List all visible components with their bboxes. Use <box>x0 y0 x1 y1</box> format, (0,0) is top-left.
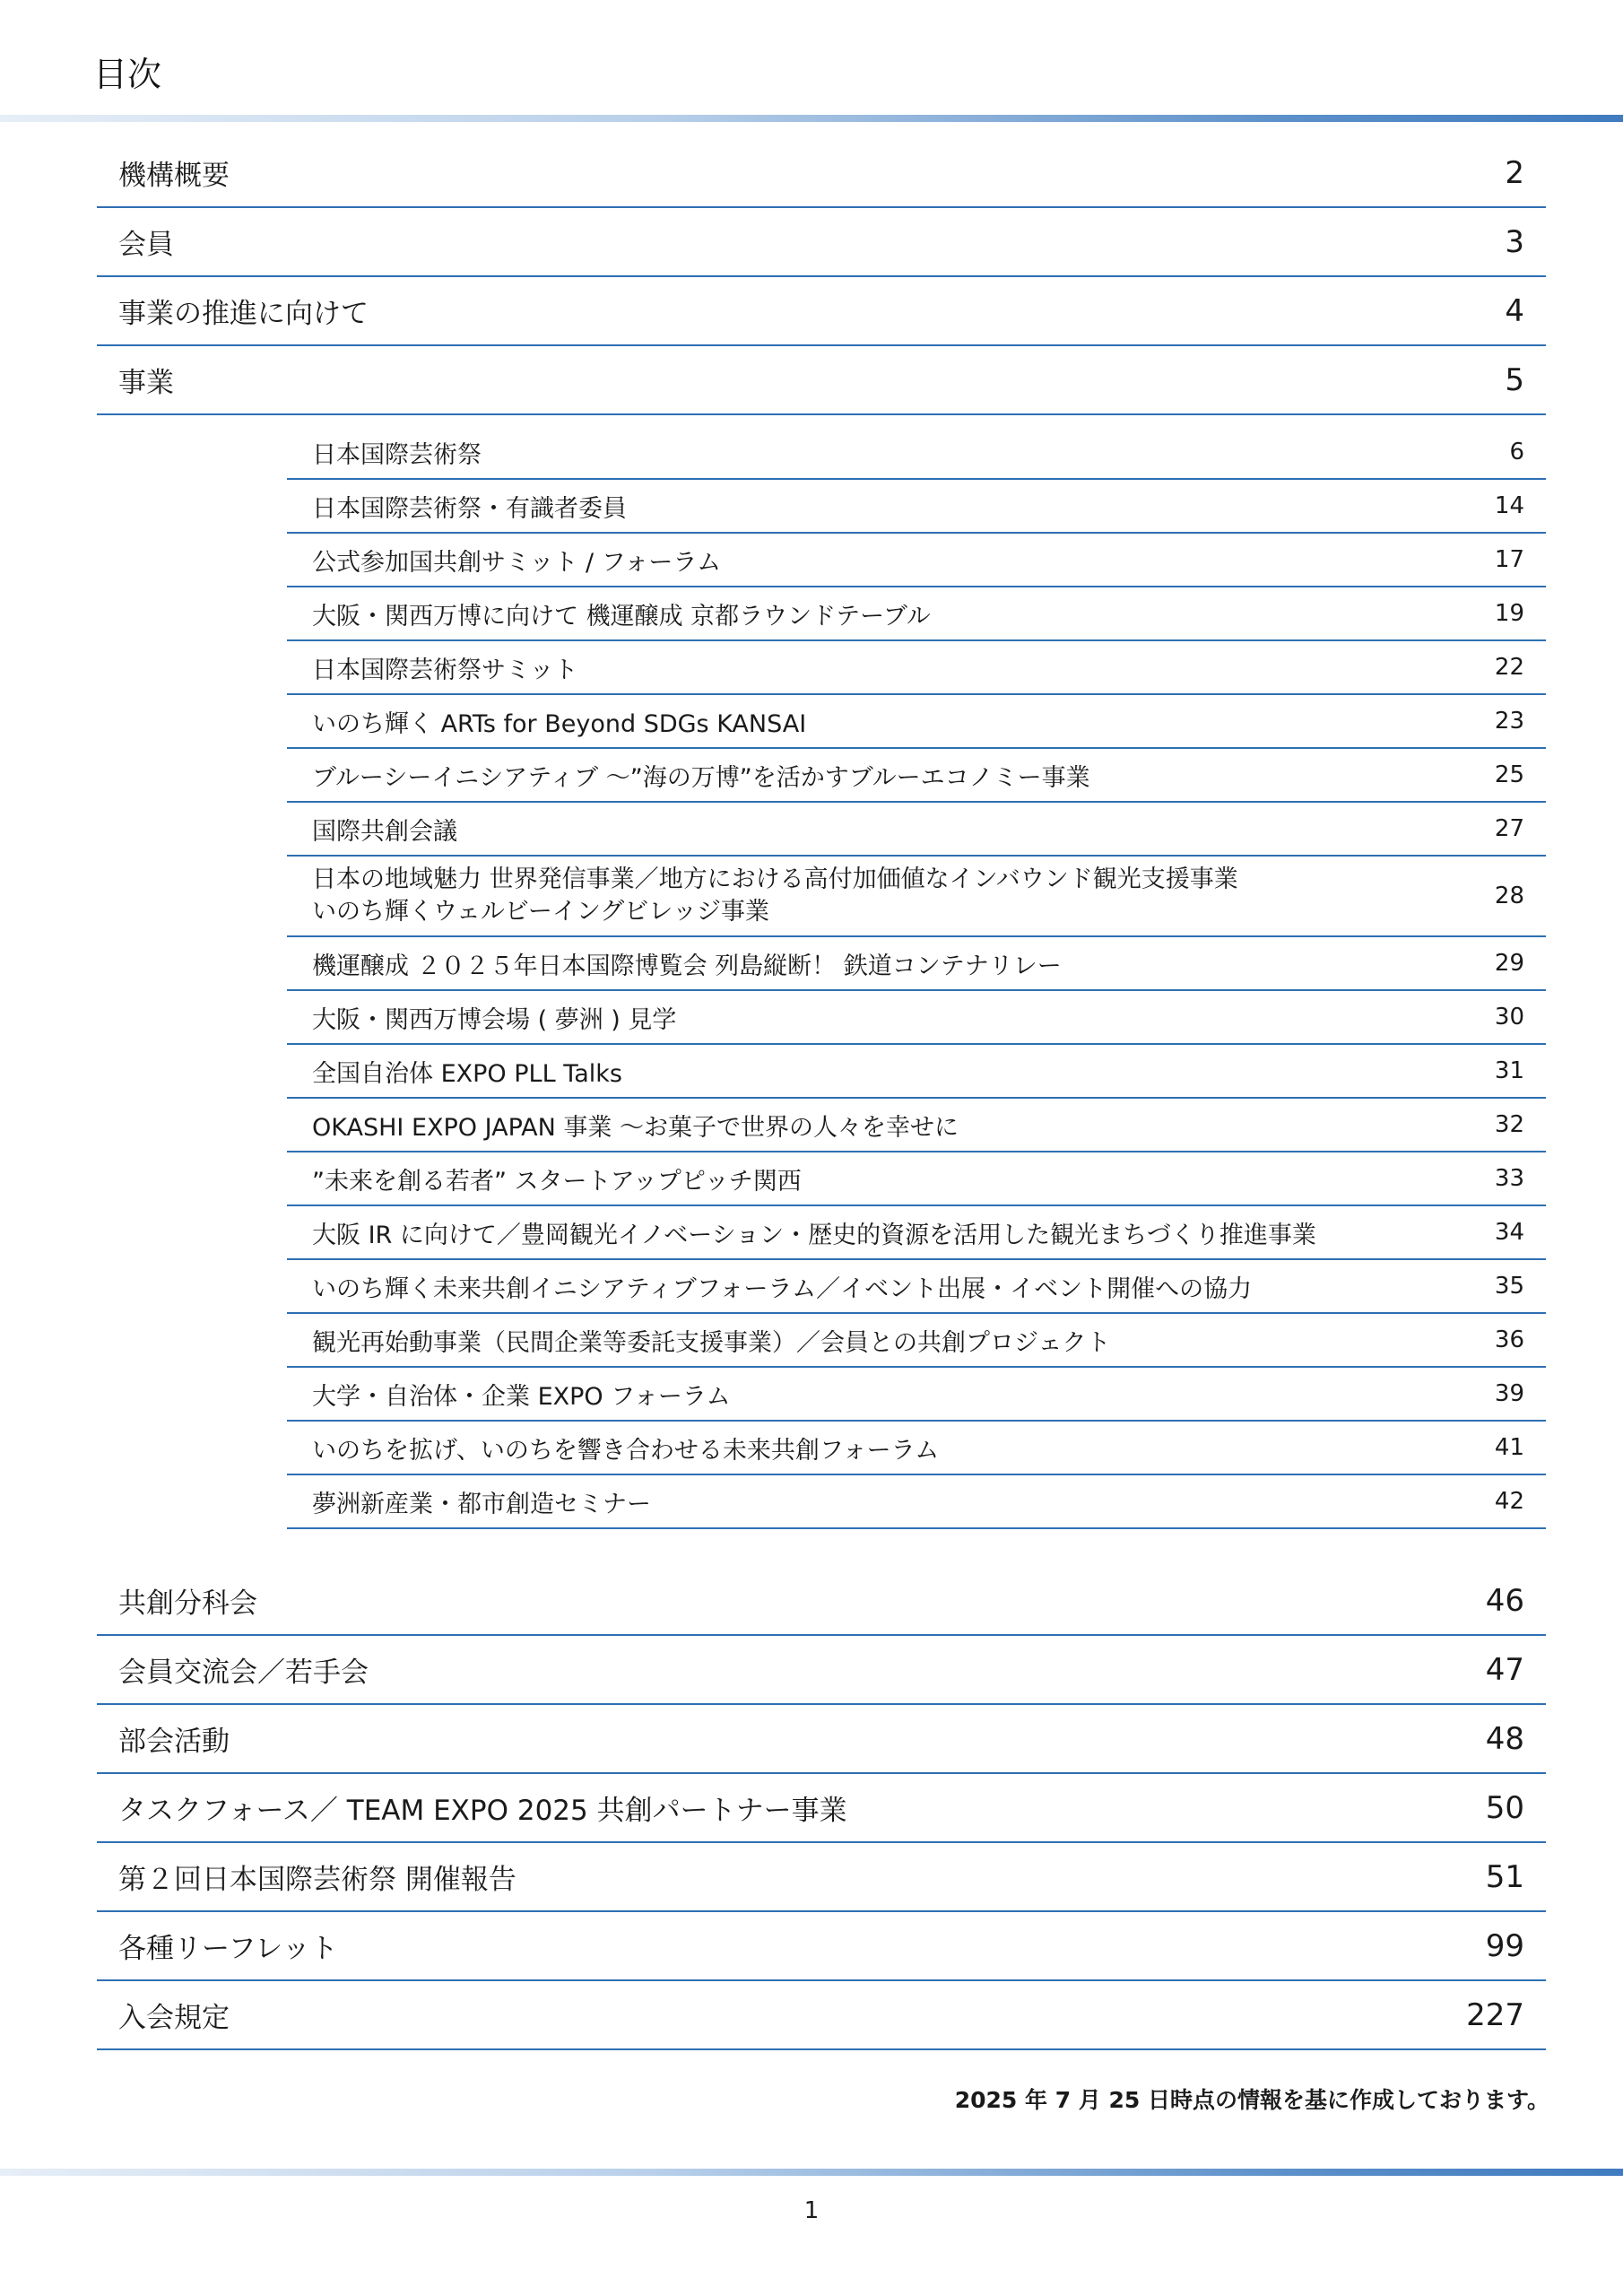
toc-sub-entry-page: 6 <box>1509 439 1524 465</box>
toc-sub-entry[interactable] <box>287 1206 1546 1260</box>
toc-entry-label: 事業 <box>118 367 174 399</box>
toc-entry-page: 99 <box>1485 1927 1524 1964</box>
toc-sub-entry-page: 34 <box>1494 1219 1524 1246</box>
toc-sub-entry-label: 全国自治体 EXPO PLL Talks <box>312 1059 622 1088</box>
toc-entry-page: 46 <box>1485 1582 1524 1619</box>
toc-entry-page: 50 <box>1485 1789 1524 1826</box>
toc-entry[interactable] <box>97 1843 1546 1912</box>
toc-sub-entry[interactable] <box>287 991 1546 1045</box>
toc-sub-entry[interactable] <box>287 1368 1546 1422</box>
toc-entry[interactable] <box>97 1774 1546 1843</box>
toc-sub-entry-page: 17 <box>1494 546 1524 573</box>
toc-sub-entry-label: 日本国際芸術祭・有識者委員 <box>312 494 627 523</box>
toc-sub-entry-label: いのち輝く未来共創イニシアティブフォーラム／イベント出展・イベント開催への協力 <box>312 1274 1253 1303</box>
toc-sub-entry[interactable] <box>287 534 1546 587</box>
toc-sub-entry[interactable] <box>287 426 1546 480</box>
toc-sub-entry-page: 28 <box>1494 883 1524 909</box>
toc-entry-label: 事業の推進に向けて <box>118 298 369 330</box>
toc-sub-entry[interactable] <box>287 587 1546 641</box>
toc-sub-entry[interactable] <box>287 1260 1546 1314</box>
toc-entry-label: タスクフォース／ TEAM EXPO 2025 共創パートナー事業 <box>118 1795 847 1827</box>
toc-sub-entry-label <box>312 864 1495 928</box>
toc-sub-entry-label: 日本国際芸術祭サミット <box>312 656 578 684</box>
toc-sub-entry-label: 国際共創会議 <box>312 817 457 846</box>
toc-entry[interactable] <box>97 139 1546 208</box>
toc-sub-entry-label: OKASHI EXPO JAPAN 事業 ～お菓子で世界の人々を幸せに <box>312 1113 959 1142</box>
toc-sub-entry-label: ”未来を創る若者” スタートアップピッチ関西 <box>312 1167 802 1196</box>
toc-sub-entry-label: 大阪・関西万博会場 ( 夢洲 ) 見学 <box>312 1005 677 1034</box>
data-as-of-note: 2025 年 7 月 25 日時点の情報を基に作成しております。 <box>954 2087 1549 2113</box>
toc-sub-entry-page: 41 <box>1494 1434 1524 1461</box>
toc-sub-entry-page: 14 <box>1494 492 1524 519</box>
toc-sub-entry-label: 大学・自治体・企業 EXPO フォーラム <box>312 1382 731 1411</box>
toc-sub-entry-label: 日本国際芸術祭 <box>312 440 482 469</box>
toc-entry-page: 5 <box>1505 361 1524 398</box>
toc-sub-entry-page: 42 <box>1494 1488 1524 1515</box>
toc-sub-entry-page: 33 <box>1494 1165 1524 1192</box>
toc-entry-label: 会員交流会／若手会 <box>118 1657 369 1689</box>
toc-entry[interactable] <box>97 1912 1546 1981</box>
toc-entry-label: 第２回日本国際芸術祭 開催報告 <box>118 1864 516 1896</box>
toc-sub-entry-label: 大阪 IR に向けて／豊岡観光イノベーション・歴史的資源を活用した観光まちづくり推進事業 <box>312 1221 1316 1249</box>
toc-sub-entry-page: 25 <box>1494 761 1524 788</box>
toc-entry-page: 227 <box>1466 1996 1524 2033</box>
toc-sub-entry-line-2: いのち輝くウェルビーイングビレッジ事業 <box>312 898 770 926</box>
toc-sub-entry-page: 23 <box>1494 708 1524 735</box>
toc-sub-entry[interactable] <box>287 1314 1546 1368</box>
toc-entry-label: 会員 <box>118 229 174 261</box>
toc-sub-entry-page: 29 <box>1494 950 1524 977</box>
toc-sub-entry-page: 36 <box>1494 1326 1524 1353</box>
toc-sub-entry[interactable] <box>287 803 1546 857</box>
toc-sub-entry-line-1: 日本の地域魅力 世界発信事業／地方における高付加価値なインバウンド観光支援事業 <box>312 865 1238 893</box>
toc-entry-page: 48 <box>1485 1720 1524 1757</box>
toc-sub-entry-label: ブルーシーイニシアティブ ～”海の万博”を活かすブルーエコノミー事業 <box>312 763 1090 792</box>
toc-sub-entry[interactable] <box>287 1099 1546 1152</box>
toc-sub-entry[interactable] <box>287 695 1546 749</box>
toc-sub-entry-page: 31 <box>1494 1057 1524 1084</box>
toc-entry-page: 4 <box>1505 292 1524 329</box>
toc-entry[interactable] <box>97 208 1546 277</box>
toc-sub-entry-page: 32 <box>1494 1111 1524 1138</box>
toc-entry-page: 3 <box>1505 223 1524 260</box>
toc-sub-entry-label: 機運醸成 ２０２５年日本国際博覧会 列島縦断！ 鉄道コンテナリレー <box>312 952 1062 980</box>
toc-entry[interactable] <box>97 346 1546 415</box>
toc-entry-label: 機構概要 <box>118 160 230 192</box>
toc-sub-entry[interactable] <box>287 749 1546 803</box>
toc-sub-entry[interactable] <box>287 1422 1546 1475</box>
toc-sub-entry[interactable] <box>287 857 1546 937</box>
toc-sub-entry-label: 夢洲新産業・都市創造セミナー <box>312 1490 651 1518</box>
toc-sub-entry-label: いのち輝く ARTs for Beyond SDGs KANSAI <box>312 709 807 738</box>
header-rule <box>0 115 1623 122</box>
toc-sub-entry-label: いのちを拡げ、いのちを響き合わせる未来共創フォーラム <box>312 1436 940 1465</box>
footer-rule <box>0 2169 1623 2176</box>
toc-entry-label: 各種リーフレット <box>118 1933 338 1965</box>
toc-entry-label: 共創分科会 <box>118 1587 257 1620</box>
toc-entry[interactable] <box>97 277 1546 346</box>
toc-entry[interactable] <box>97 1705 1546 1774</box>
toc-entry[interactable] <box>97 1567 1546 1636</box>
toc-sub-entry-label: 公式参加国共創サミット / フォーラム <box>312 548 722 577</box>
toc-sub-entry-page: 35 <box>1494 1273 1524 1300</box>
page-number: 1 <box>803 2197 820 2224</box>
toc-sub-entry-label: 観光再始動事業（民間企業等委託支援事業）／会員との共創プロジェクト <box>312 1328 1111 1357</box>
toc-sub-entry[interactable] <box>287 480 1546 534</box>
toc-entry-page: 47 <box>1485 1651 1524 1688</box>
toc-sub-entry[interactable] <box>287 1152 1546 1206</box>
toc-sub-entry-page: 39 <box>1494 1380 1524 1407</box>
toc-sub-entry[interactable] <box>287 1045 1546 1099</box>
toc-entry-label: 部会活動 <box>118 1726 230 1758</box>
toc-sub-entry-page: 27 <box>1494 815 1524 842</box>
toc-entry[interactable] <box>97 1981 1546 2050</box>
toc-entry-page: 2 <box>1505 154 1524 191</box>
toc-sub-entry-label: 大阪・関西万博に向けて 機運醸成 京都ラウンドテーブル <box>312 602 931 631</box>
toc-sub-entry[interactable] <box>287 1475 1546 1529</box>
toc-sub-entry[interactable] <box>287 641 1546 695</box>
toc-entry-label: 入会規定 <box>118 2002 230 2034</box>
toc-entry-page: 51 <box>1485 1858 1524 1895</box>
toc-sub-entry-page: 30 <box>1494 1004 1524 1031</box>
toc-sub-entry[interactable] <box>287 937 1546 991</box>
toc-sub-entry-page: 19 <box>1494 600 1524 627</box>
page-title: 目次 <box>93 55 162 94</box>
toc-entry[interactable] <box>97 1636 1546 1705</box>
toc-sub-entry-page: 22 <box>1494 654 1524 681</box>
